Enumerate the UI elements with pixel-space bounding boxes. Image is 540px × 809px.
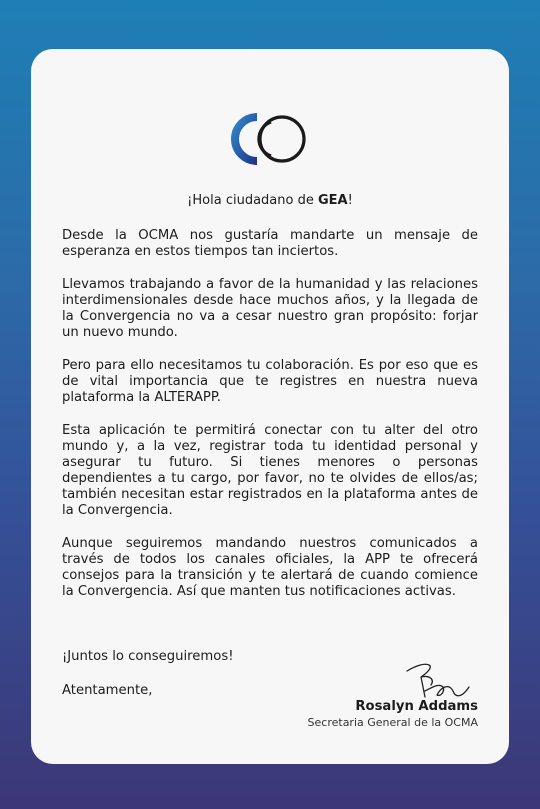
ocma-logo [227,112,313,166]
paragraph: Llevamos trabajando a favor de la humanidad y las relaciones interdimensionales desde hace muchos años, y la llegada de la Convergencia no va a cesar nuestro gran propósito: forjar un nuevo mundo. [62,277,478,340]
signatory-title: Secretaria General de la OCMA [307,716,478,729]
paragraph: Aunque seguiremos mandando nuestros comunicados a través de todos los canales oficiales, la APP te ofrecerá consejos para la transición y te alertará de cuando comience la Convergencia. Así que manten tus notificaciones activas. [62,536,478,599]
handwritten-signature [403,657,473,701]
closing-cheer: ¡Juntos lo conseguiremos! [62,649,234,664]
greeting-suffix: ! [347,193,353,208]
letter-body [62,228,478,617]
greeting [31,193,509,208]
signatory-name: Rosalyn Addams [355,699,478,714]
closing-regards: Atentamente, [62,683,153,698]
paragraph: Desde la OCMA nos gustaría mandarte un mensaje de esperanza en estos tiempos tan inciertos. [62,228,478,259]
paragraph: Pero para ello necesitamos tu colaboración. Es por eso que es de vital importancia que te registres en nuestra nueva plataforma la ALTERAPP. [62,358,478,405]
greeting-name: GEA [317,193,348,208]
greeting-prefix: ¡Hola ciudadano de [187,193,318,208]
paragraph: Esta aplicación te permitirá conectar con tu alter del otro mundo y, a la vez, registrar toda tu identidad personal y asegurar tu futuro. Si tienes menores o personas dependientes a tu cargo, por favor, no te olvides de ellos/as; también necesitan estar registrados en la plataforma antes de la Convergencia. [62,423,478,518]
letter-card [31,49,509,764]
